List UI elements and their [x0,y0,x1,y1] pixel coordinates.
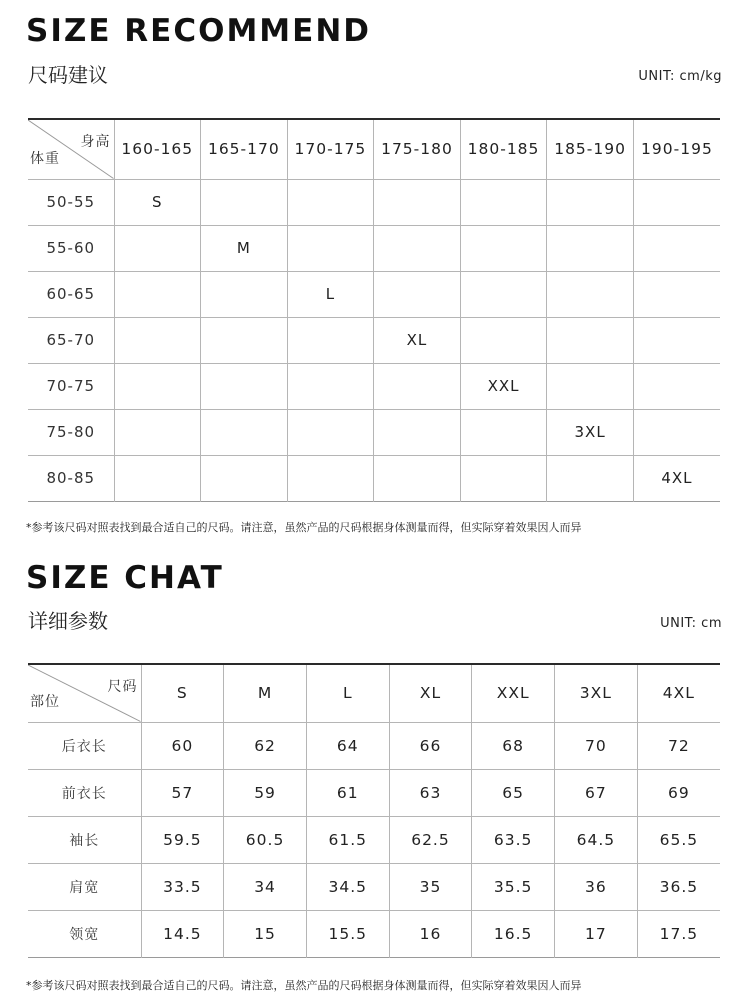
size-header: XXL [472,664,555,722]
weight-range-cell: 65-70 [28,317,114,363]
recommended-size-cell [287,363,374,409]
measurement-value-cell: 35.5 [472,863,555,910]
weight-range-cell: 75-80 [28,409,114,455]
recommend-row [28,455,720,501]
recommended-size-cell [114,409,201,455]
measurement-value-cell: 17 [555,910,638,957]
recommend-note: *参考该尺码对照表找到最合适自己的尺码。请注意，虽然产品的尺码根据身体测量而得，但实际穿着效果因人而异 [26,521,582,534]
height-axis-label: 身高 [80,134,111,150]
body-part-cell: 肩宽 [28,863,141,910]
recommend-title: SIZE RECOMMEND [26,13,372,49]
recommended-size-cell [114,225,201,271]
size-axis-label: 尺码 [107,679,138,695]
recommended-size-cell [633,179,720,225]
measurement-value-cell: 62.5 [389,816,472,863]
measurement-value-cell: 61.5 [306,816,389,863]
height-header: 190-195 [633,119,720,179]
measurement-value-cell: 64.5 [555,816,638,863]
measurement-value-cell: 17.5 [637,910,720,957]
measurement-value-cell: 57 [141,769,224,816]
measurement-value-cell: 59 [224,769,307,816]
part-axis-label: 部位 [30,693,60,710]
recommended-size-cell: 4XL [633,455,720,501]
recommended-size-cell [460,455,547,501]
recommended-size-cell [201,271,288,317]
measurement-row [28,863,720,910]
measurement-value-cell: 15 [224,910,307,957]
measurement-row [28,722,720,769]
recommended-size-cell [460,271,547,317]
chat-corner-cell [28,664,141,722]
recommended-size-cell [287,225,374,271]
recommended-size-cell [374,179,461,225]
chat-header-row [28,664,720,722]
recommend-unit: UNIT: cm/kg [638,69,722,84]
measurement-value-cell: 60 [141,722,224,769]
recommended-size-cell [460,225,547,271]
recommended-size-cell [287,317,374,363]
recommended-size-cell [201,409,288,455]
recommended-size-cell: L [287,271,374,317]
recommended-size-cell [374,271,461,317]
recommend-row [28,363,720,409]
height-header: 185-190 [547,119,634,179]
recommended-size-cell [547,271,634,317]
recommended-size-cell [460,409,547,455]
recommended-size-cell: S [114,179,201,225]
recommended-size-cell [114,363,201,409]
recommended-size-cell [287,455,374,501]
recommend-row [28,179,720,225]
recommended-size-cell [201,317,288,363]
recommended-size-cell [633,317,720,363]
recommended-size-cell [201,363,288,409]
measurement-value-cell: 68 [472,722,555,769]
size-header: S [141,664,224,722]
recommend-row [28,317,720,363]
size-header: L [306,664,389,722]
height-header: 175-180 [374,119,461,179]
measurement-value-cell: 63.5 [472,816,555,863]
size-recommend-table [28,118,720,502]
height-header: 180-185 [460,119,547,179]
measurement-value-cell: 70 [555,722,638,769]
recommended-size-cell: XL [374,317,461,363]
recommend-row [28,225,720,271]
measurement-value-cell: 60.5 [224,816,307,863]
height-header: 160-165 [114,119,201,179]
recommended-size-cell [633,409,720,455]
measurement-row [28,769,720,816]
size-header: XL [389,664,472,722]
measurement-value-cell: 36 [555,863,638,910]
recommended-size-cell [633,225,720,271]
measurement-value-cell: 64 [306,722,389,769]
body-part-cell: 前衣长 [28,769,141,816]
recommended-size-cell [114,317,201,363]
height-header: 170-175 [287,119,374,179]
weight-axis-label: 体重 [30,150,60,167]
recommended-size-cell: 3XL [547,409,634,455]
measurement-value-cell: 65.5 [637,816,720,863]
measurement-value-cell: 65 [472,769,555,816]
recommended-size-cell [547,455,634,501]
recommend-corner-cell [28,119,114,179]
height-header: 165-170 [201,119,288,179]
recommended-size-cell [547,225,634,271]
size-header: 3XL [555,664,638,722]
recommended-size-cell [547,363,634,409]
recommended-size-cell [547,179,634,225]
recommended-size-cell: XXL [460,363,547,409]
weight-range-cell: 60-65 [28,271,114,317]
measurement-value-cell: 14.5 [141,910,224,957]
recommended-size-cell [374,363,461,409]
measurement-value-cell: 35 [389,863,472,910]
measurement-value-cell: 61 [306,769,389,816]
recommended-size-cell [374,409,461,455]
recommended-size-cell [114,271,201,317]
measurement-value-cell: 72 [637,722,720,769]
measurement-value-cell: 15.5 [306,910,389,957]
measurement-row [28,910,720,957]
body-part-cell: 领宽 [28,910,141,957]
measurement-value-cell: 66 [389,722,472,769]
recommended-size-cell [547,317,634,363]
recommended-size-cell: M [201,225,288,271]
size-chat-table [28,663,720,958]
recommended-size-cell [114,455,201,501]
recommended-size-cell [633,271,720,317]
measurement-value-cell: 34 [224,863,307,910]
chat-title: SIZE CHAT [26,560,224,596]
measurement-value-cell: 63 [389,769,472,816]
measurement-value-cell: 62 [224,722,307,769]
recommended-size-cell [201,179,288,225]
weight-range-cell: 80-85 [28,455,114,501]
recommended-size-cell [287,409,374,455]
recommended-size-cell [201,455,288,501]
measurement-value-cell: 16 [389,910,472,957]
recommended-size-cell [460,317,547,363]
measurement-value-cell: 34.5 [306,863,389,910]
recommend-row [28,409,720,455]
recommend-row [28,271,720,317]
size-header: M [224,664,307,722]
measurement-value-cell: 16.5 [472,910,555,957]
measurement-value-cell: 33.5 [141,863,224,910]
recommended-size-cell [287,179,374,225]
weight-range-cell: 70-75 [28,363,114,409]
recommended-size-cell [460,179,547,225]
measurement-value-cell: 69 [637,769,720,816]
recommended-size-cell [374,455,461,501]
body-part-cell: 袖长 [28,816,141,863]
recommended-size-cell [374,225,461,271]
chat-subtitle: 详细参数 [28,609,108,633]
recommend-subtitle: 尺码建议 [28,63,108,87]
weight-range-cell: 50-55 [28,179,114,225]
chat-unit: UNIT: cm [660,616,722,631]
measurement-value-cell: 59.5 [141,816,224,863]
body-part-cell: 后衣长 [28,722,141,769]
measurement-row [28,816,720,863]
measurement-value-cell: 36.5 [637,863,720,910]
recommended-size-cell [633,363,720,409]
recommend-header-row [28,119,720,179]
measurement-value-cell: 67 [555,769,638,816]
weight-range-cell: 55-60 [28,225,114,271]
size-header: 4XL [637,664,720,722]
chat-note: *参考该尺码对照表找到最合适自己的尺码。请注意，虽然产品的尺码根据身体测量而得，但实际穿着效果因人而异 [26,979,582,992]
